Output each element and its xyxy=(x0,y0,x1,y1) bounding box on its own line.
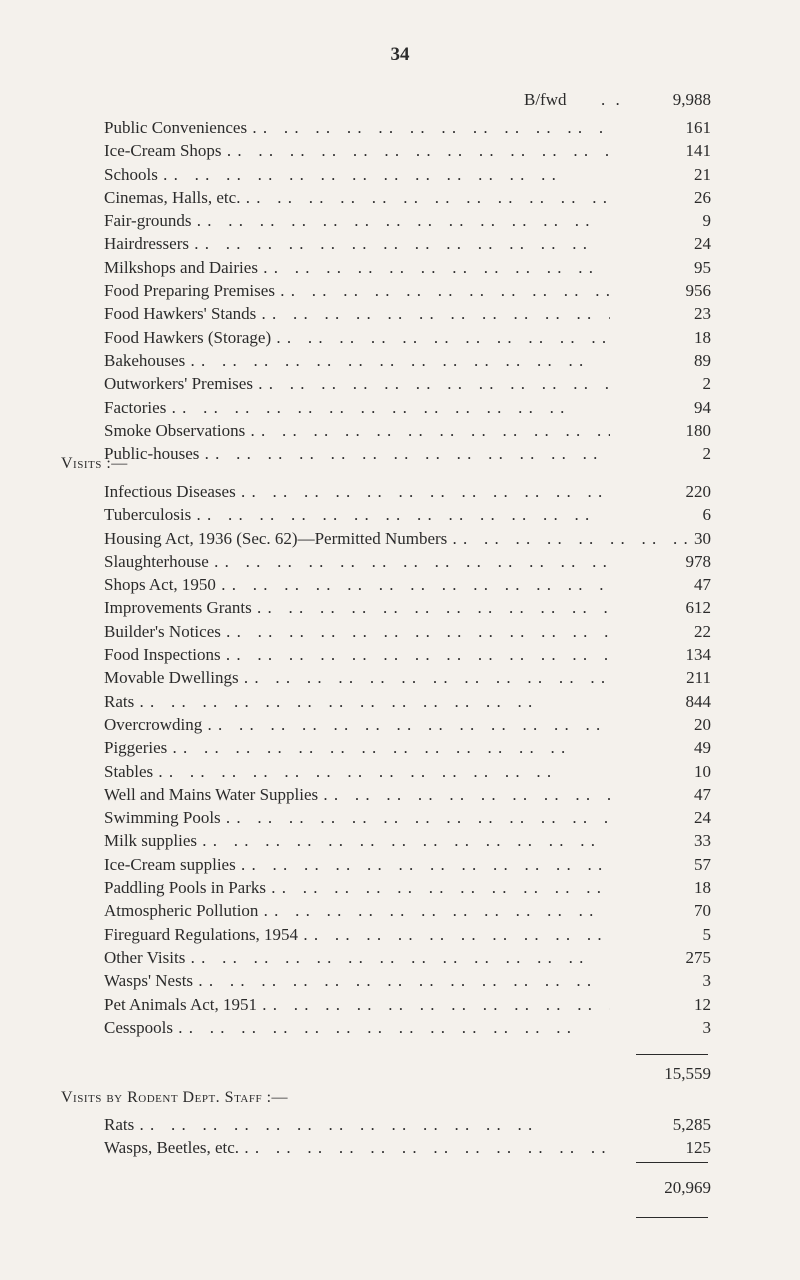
subtotal-rule xyxy=(636,1054,708,1055)
row-label: Improvements Grants . . xyxy=(104,596,610,619)
table-row xyxy=(0,480,800,503)
row-label: Overcrowding . . xyxy=(104,713,610,736)
row-label: Slaughterhouse . . xyxy=(104,550,610,573)
row-label: Factories . . xyxy=(104,396,610,419)
row-label: Outworkers' Premises . . xyxy=(104,372,610,395)
row-label: Ice-Cream supplies . . xyxy=(104,853,610,876)
row-label: Fireguard Regulations, 1954 . . xyxy=(104,923,610,946)
table-row xyxy=(0,853,800,876)
rodent-heading: Visits by Rodent Dept. Staff :— xyxy=(61,1089,289,1106)
table-row xyxy=(0,806,800,829)
row-label: Atmospheric Pollution . . xyxy=(104,899,610,922)
table-row xyxy=(0,503,800,526)
table-row xyxy=(0,946,800,969)
row-label: Pet Animals Act, 1951 . . xyxy=(104,993,610,1016)
row-label: Housing Act, 1936 (Sec. 62)—Permitted Numbers . . xyxy=(104,527,702,550)
row-value: 24 xyxy=(694,234,711,254)
row-label: Food Inspections . . xyxy=(104,643,610,666)
row-value: 134 xyxy=(685,645,711,665)
row-label: Schools . . xyxy=(104,163,610,186)
row-value: 5,285 xyxy=(672,1115,711,1134)
row-value: 6 xyxy=(702,505,711,525)
row-label: Swimming Pools . . xyxy=(104,806,610,829)
table-row xyxy=(0,302,800,325)
visits-heading: Visits :— xyxy=(61,455,128,472)
visits-subtotal: 15,559 xyxy=(664,1064,711,1083)
table-row xyxy=(0,186,800,209)
row-value: 5 xyxy=(702,924,711,944)
row-value: 18 xyxy=(694,878,711,898)
row-value: 2 xyxy=(702,444,711,464)
row-value: 21 xyxy=(694,164,711,184)
row-value: 125 xyxy=(685,1138,711,1158)
row-value: 220 xyxy=(685,482,711,501)
table-row xyxy=(0,643,800,666)
row-value: 275 xyxy=(685,947,711,967)
total-rule-bottom xyxy=(636,1217,708,1218)
table-row xyxy=(0,573,800,596)
row-value: 12 xyxy=(694,994,711,1014)
row-value: 978 xyxy=(685,551,711,571)
row-value: 49 xyxy=(694,738,711,758)
brought-forward-value: 9,988 xyxy=(672,90,711,109)
row-label: Bakehouses . . xyxy=(104,349,610,372)
row-label: Hairdressers . . xyxy=(104,232,610,255)
table-row xyxy=(0,163,800,186)
row-label: Cinemas, Halls, etc. . . xyxy=(104,186,610,209)
row-value: 20 xyxy=(694,714,711,734)
table-row xyxy=(0,666,800,689)
row-value: 612 xyxy=(685,598,711,618)
table-row xyxy=(0,116,800,139)
table-row xyxy=(0,326,800,349)
table-row xyxy=(0,209,800,232)
row-label: Infectious Diseases . . xyxy=(104,480,610,503)
row-value: 18 xyxy=(694,327,711,347)
table-row xyxy=(0,713,800,736)
row-label: Stables . . xyxy=(104,760,610,783)
row-label: Rats . . xyxy=(104,1113,610,1136)
row-label: Food Hawkers' Stands . . xyxy=(104,302,610,325)
table-row xyxy=(0,279,800,302)
table-row xyxy=(0,1016,800,1039)
row-value: 3 xyxy=(702,971,711,991)
table-row xyxy=(0,690,800,713)
row-value: 211 xyxy=(686,668,711,688)
row-label: Public Conveniences . . xyxy=(104,116,610,139)
row-value: 33 xyxy=(694,831,711,851)
row-label: Shops Act, 1950 . . xyxy=(104,573,610,596)
row-value: 9 xyxy=(702,211,711,231)
row-label: Wasps, Beetles, etc. . . xyxy=(104,1136,610,1159)
leader-dots: . . xyxy=(601,90,623,109)
row-value: 30 xyxy=(694,528,711,548)
table-row xyxy=(0,760,800,783)
table-row xyxy=(0,1136,800,1159)
table-row xyxy=(0,876,800,899)
row-value: 24 xyxy=(694,808,711,828)
table-row xyxy=(0,923,800,946)
row-label: Movable Dwellings . . xyxy=(104,666,610,689)
total-rule-top xyxy=(636,1162,708,1163)
table-row xyxy=(0,527,800,550)
row-label: Smoke Observations . . xyxy=(104,419,610,442)
row-label: Well and Mains Water Supplies . . xyxy=(104,783,610,806)
brought-forward-row xyxy=(0,90,800,112)
table-row xyxy=(0,349,800,372)
row-value: 22 xyxy=(694,621,711,641)
row-label: Tuberculosis . . xyxy=(104,503,610,526)
row-value: 161 xyxy=(685,118,711,137)
table-row xyxy=(0,596,800,619)
row-value: 10 xyxy=(694,761,711,781)
table-row xyxy=(0,396,800,419)
row-value: 956 xyxy=(685,281,711,301)
row-value: 2 xyxy=(702,374,711,394)
row-value: 57 xyxy=(694,854,711,874)
row-value: 95 xyxy=(694,257,711,277)
table-row xyxy=(0,232,800,255)
grand-total: 20,969 xyxy=(664,1178,711,1197)
table-row xyxy=(0,993,800,1016)
row-value: 26 xyxy=(694,187,711,207)
row-label: Cesspools . . xyxy=(104,1016,610,1039)
table-row xyxy=(0,372,800,395)
table-row xyxy=(0,899,800,922)
row-value: 89 xyxy=(694,350,711,370)
row-value: 844 xyxy=(685,691,711,711)
row-label: Food Preparing Premises . . xyxy=(104,279,610,302)
rodent-list xyxy=(0,1113,800,1160)
table-row xyxy=(0,620,800,643)
row-label: Other Visits . . xyxy=(104,946,610,969)
row-label: Public-houses . . xyxy=(104,442,610,465)
row-label: Ice-Cream Shops . . xyxy=(104,139,610,162)
table-row xyxy=(0,550,800,573)
brought-forward-label: B/fwd xyxy=(524,90,567,109)
row-label: Fair-grounds . . xyxy=(104,209,610,232)
row-label: Food Hawkers (Storage) . . xyxy=(104,326,610,349)
row-value: 141 xyxy=(685,141,711,161)
table-row xyxy=(0,969,800,992)
row-label: Wasps' Nests . . xyxy=(104,969,610,992)
table-row xyxy=(0,139,800,162)
row-value: 47 xyxy=(694,784,711,804)
table-row xyxy=(0,256,800,279)
table-row xyxy=(0,419,800,442)
row-label: Rats . . xyxy=(104,690,610,713)
row-label: Paddling Pools in Parks . . xyxy=(104,876,610,899)
row-value: 23 xyxy=(694,304,711,324)
row-label: Piggeries . . xyxy=(104,736,610,759)
row-value: 180 xyxy=(685,420,711,440)
table-row xyxy=(0,736,800,759)
visits-list xyxy=(0,480,800,1039)
row-value: 47 xyxy=(694,575,711,595)
row-label: Milkshops and Dairies . . xyxy=(104,256,610,279)
premises-list xyxy=(0,116,800,465)
table-row xyxy=(0,829,800,852)
row-label: Milk supplies . . xyxy=(104,829,610,852)
row-value: 94 xyxy=(694,397,711,417)
row-label: Builder's Notices . . xyxy=(104,620,610,643)
table-row xyxy=(0,783,800,806)
page-number: 34 xyxy=(390,44,410,65)
table-row xyxy=(0,1113,800,1136)
row-value: 3 xyxy=(702,1017,711,1037)
row-value: 70 xyxy=(694,901,711,921)
